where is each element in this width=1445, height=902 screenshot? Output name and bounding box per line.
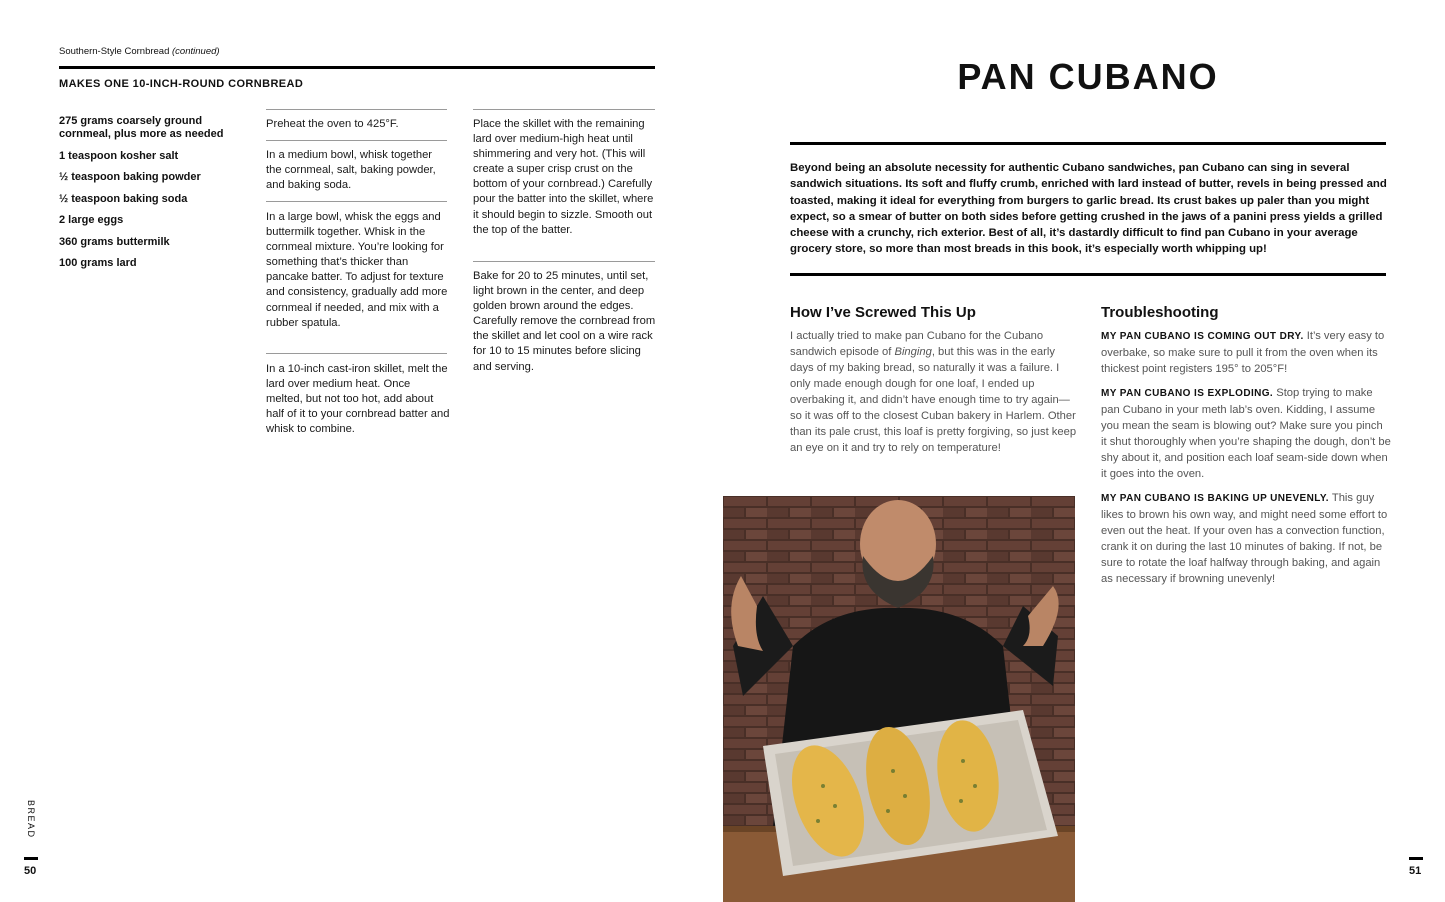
step-divider bbox=[266, 109, 447, 110]
top-rule bbox=[59, 66, 655, 69]
method-step: Place the skillet with the remaining lard over medium-high heat until shimmering and very hot. (This will create a super crisp crust on the bottom of your cornbread.) Carefully pour the batter into the skillet, where it should begin to sizzle. Smooth out the top of the batter. bbox=[473, 118, 654, 236]
ingredient-item: ½ teaspoon baking soda bbox=[59, 192, 188, 205]
running-head: Southern-Style Cornbread (continued) bbox=[59, 46, 220, 57]
ingredient-item: 100 grams lard bbox=[59, 257, 137, 269]
ingredient-item: ½ teaspoon baking powder bbox=[59, 171, 201, 183]
tip-item: MY PAN CUBANO IS BAKING UP UNEVENLY. This guy likes to brown his own way, and might need some effort to even out the heat. If your oven has a convection function, crank it on during the last 10 minutes of baking. If not, be sure to rotate the loaf halfway through baking, and again as necessary if browning unevenly! bbox=[1101, 492, 1388, 585]
step-divider bbox=[473, 261, 655, 262]
method-step: Preheat the oven to 425°F. bbox=[266, 118, 399, 130]
screwed-up-text: I actually tried to make pan Cubano for the Cubano sandwich episode of Binging, but this was in the early days of my baking bread, so naturally it was a failure. I only made enough dough for one loaf, I ended up overbaking it, and didn’t have enough time to try again—so it was off to the closest Cuban bakery in Harlem. Other than its pale crust, this loaf is pretty forgiving, so just keep an eye on it and try to rely on temperature! bbox=[790, 330, 1077, 454]
step-divider bbox=[266, 201, 447, 202]
yield-line: MAKES ONE 10-INCH-ROUND CORNBREAD bbox=[59, 78, 304, 90]
tip-item: MY PAN CUBANO IS COMING OUT DRY. It’s very easy to overbake, so make sure to pull it from the oven when its thickest point registers 195° to 205°F! bbox=[1101, 330, 1385, 375]
step-divider bbox=[266, 140, 447, 141]
baker-photo bbox=[723, 496, 1075, 902]
ingredient-list bbox=[59, 115, 239, 279]
method-step: In a medium bowl, whisk together the cornmeal, salt, baking powder, and baking soda. bbox=[266, 149, 436, 192]
recipe-title: PAN CUBANO bbox=[957, 56, 1219, 97]
step-divider bbox=[473, 109, 655, 110]
ingredient-item: 2 large eggs bbox=[59, 214, 124, 226]
section-label: BREAD bbox=[26, 800, 36, 839]
step-divider bbox=[266, 353, 447, 354]
tip-item: MY PAN CUBANO IS EXPLODING. Stop trying to make pan Cubano in your meth lab’s oven. Kidding, I assume you mean the seam is blowing out? Make sure you pinch it shut thoroughly when you’re shaping the dough, don’t be shy about it, and position each loaf seam-side down when it goes into the oven. bbox=[1101, 387, 1391, 480]
ingredient-item: 360 grams buttermilk bbox=[59, 235, 170, 248]
intro-paragraph: Beyond being an absolute necessity for authentic Cubano sandwiches, pan Cubano can sing in several sandwich situations. Its soft and fluffy crumb, enriched with lard instead of butter, revels in being pressed and toasted, making it ideal for everything from burgers to garlic bread. Its crust bakes up paler than you might expect, so a smear of butter on both sides before getting crushed in the jaws of a panini press yields a grilled cheese with a crunchy, rich exterior. Best of all, it’s dastardly difficult to find pan Cubano in your average grocery store, so more than most breads in this book, it’s especially worth whipping up! bbox=[790, 162, 1387, 256]
ingredient-item: 275 grams coarsely ground cornmeal, plus more as needed bbox=[59, 115, 224, 140]
page-number: 50 bbox=[24, 865, 37, 877]
page-number: 51 bbox=[1409, 865, 1422, 877]
title-rule bbox=[790, 142, 1386, 145]
folio-rule bbox=[1409, 857, 1423, 860]
section-heading: Troubleshooting bbox=[1101, 304, 1219, 321]
ingredient-item: 1 teaspoon kosher salt bbox=[59, 149, 179, 162]
section-heading: How I’ve Screwed This Up bbox=[790, 304, 976, 321]
method-step: Bake for 20 to 25 minutes, until set, light brown in the center, and deep golden brown around the edges. Carefully remove the cornbread from the skillet and let cool on a wire rack for 10 to 15 minutes before slicing and serving. bbox=[473, 270, 656, 373]
troubleshooting-list bbox=[1101, 328, 1391, 595]
intro-rule bbox=[790, 273, 1386, 276]
folio-rule bbox=[24, 857, 38, 860]
method-step: In a 10-inch cast-iron skillet, melt the lard over medium heat. Once melted, but not too hot, add about half of it to your cornbread batter and whisk to combine. bbox=[266, 363, 450, 436]
method-step: In a large bowl, whisk the eggs and buttermilk together. Whisk in the cornmeal mixture. You’re looking for something that’s thicker than pancake batter. To adjust for texture and consistency, gradually add more cornmeal if needed, and mix with a rubber spatula. bbox=[266, 211, 448, 329]
